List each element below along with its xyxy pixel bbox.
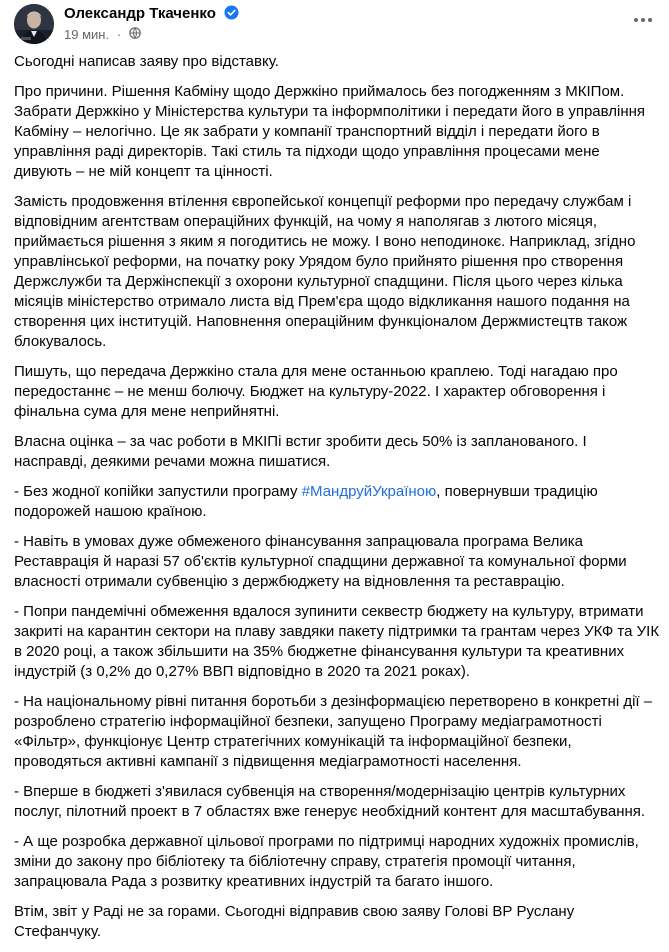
post-paragraph: - Вперше в бюджеті з'явилася субвенція на створення/модернізацію центрів культурних послуг, пілотний проект в 7 областях вже генерує необхідний контент для масштабування. [14,783,646,820]
paragraph-text: - Без жодної копійки запустили програму [14,483,302,500]
avatar-image [14,4,54,44]
post-paragraph: Сьогодні написав заяву про відставку. [14,53,279,70]
hashtag-link[interactable]: #МандруйУкраїною [301,483,437,500]
post-header [14,4,655,44]
author-name[interactable]: Олександр Ткаченко [64,5,216,22]
ellipsis-icon[interactable] [627,8,659,32]
verified-badge-icon [224,5,239,24]
meta-separator: · [116,27,122,43]
post-paragraph: Замість продовження втілення європейської концепції реформи про передачу службам і відповідним агентствам операційних функцій, на чому я наполягав з лютого місяця, приймається рішення з яким я погодитись не можу. І воно неподинокє. Наприклад, згідно управлінської реформи, на початку року Урядом було прийнято рішення про створення Держслужби та Держінспекції з охорони культурної спадщини. Після цього через кілька місяців міністерство отримало листа від Прем'єра щодо відкликання нашого подання на створення цих інституцій. Наповнення операційним функціоналом Держмистецтв також блокувалось. [14,193,636,350]
post-paragraph: - А ще розробка державної цільової програми по підтримці народних художніх промислів, зміни до закону про бібліотеку та бібліотечну справу, стратегія промоції читання, запрацювала Рада з розвитку креативних індустрій та багато іншого. [14,833,639,890]
post-text [14,52,660,952]
author-name-row [64,5,239,24]
ellipsis-dot [641,18,645,22]
post-paragraph [14,482,660,522]
post-paragraph: Про причини. Рішення Кабміну щодо Держкіно приймалось без погодженням з МКІПом. Забрати Держкіно у Міністерства культури та інформполітики і передати його в управління Кабміну – нелогічно. Це як забрати у компанії транспортний відділ і передати його в управління раді директорів. Такі стиль та підходи щодо управління процесами мене дивують – не мій концепт та цінності. [14,83,646,180]
post-paragraph: Пишуть, що передача Держкіно стала для мене останньою краплею. Тоді нагадаю про передостаннє – не менш болючу. Бюджет на культуру-2022. І характер обговорення і фінальна сума для мене неприйнятні. [14,363,618,420]
post-meta [64,26,141,42]
paragraph-text: , повернувши традицію подорожей нашою країною. [14,483,598,520]
post-paragraph: Власна оцінка – за час роботи в МКІПі встиг зробити десь 50% із запланованого. І насправді, деякими речами можна пишатися. [14,433,587,470]
post-paragraph: - На національному рівні питання боротьби з дезінформацією перетворено в конкретні дії – розроблено стратегію інформаційної безпеки, запущено Програму медіаграмотності «Фільтр», функціонує Центр стратегічних комунікацій та інформаційної безпеки, проводяться активні кампанії з підвищення медіаграмотності населення. [14,693,653,770]
post-paragraph: Втім, звіт у Раді не за горами. Сьогодні відправив свою заяву Голові ВР Руслану Стефанчуку. [14,903,575,940]
post-paragraph: - Попри пандемічні обмеження вдалося зупинити секвестр бюджету на культуру, втримати закриті на карантин сектори на плаву завдяки пакету підтримки та грантам через УКФ та УІК в 2020 році, а також збільшити на 35% бюджетне фінансування культури та креативних індустрій (з 0,2% до 0,27% ВВП відповідно в 2020 та 2021 роках). [14,603,660,680]
ellipsis-dot [648,18,652,22]
avatar[interactable] [14,4,54,44]
post-time[interactable]: 19 мин. [64,27,110,43]
post-paragraph: - Навіть в умовах дуже обмеженого фінансування запрацювала програма Велика Реставрація й наразі 57 об'єктів культурної спадщини державної та комунальної форми власності отримали субвенцію з держбюджету на відновлення та реставрацію. [14,533,627,590]
ellipsis-dot [634,18,638,22]
globe-icon[interactable] [129,27,141,42]
